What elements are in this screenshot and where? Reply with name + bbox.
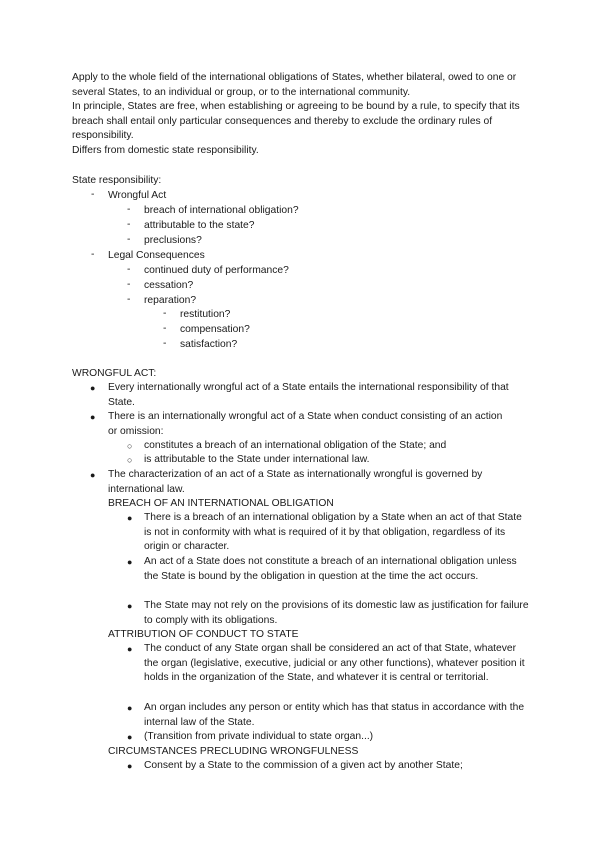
outline-title: State responsibility: [72,175,162,186]
bullet-icon: ● [127,601,133,611]
bullet-text: Consent by a State to the commission of a given act by another State; [144,760,463,771]
dash-marker: - [91,189,95,200]
outline-item: breach of international obligation? [144,205,299,216]
bullet-icon: ● [90,383,96,393]
circle-bullet-icon: ○ [127,441,133,451]
bullet-text: Every internationally wrongful act of a State entails the international responsibility of that State. [108,382,509,408]
bullet-text: There is an internationally wrongful act of a State when conduct consisting of an action or omission: [108,411,503,437]
outline-item: compensation? [180,324,250,335]
outline-legal-consequences: Legal Consequences [108,250,205,261]
intro-paragraph-3: Differs from domestic state responsibility. [72,144,259,156]
outline-item: attributable to the state? [144,220,255,231]
dash-marker: - [127,294,131,305]
intro-section [72,71,534,159]
dash-marker: - [127,219,131,230]
outline-item: restitution? [180,309,231,320]
bullet-icon: ● [90,470,96,480]
dash-marker: - [163,323,167,334]
outline-item: preclusions? [144,235,202,246]
bullet-icon: ● [127,732,133,742]
outline-wrongful-act: Wrongful Act [108,190,167,201]
outline-item: satisfaction? [180,339,238,350]
subsection-heading-attribution: ATTRIBUTION OF CONDUCT TO STATE [108,629,299,640]
bullet-text: (Transition from private individual to state organ...) [144,731,374,742]
bullet-icon: ● [127,644,133,654]
bullet-text: An act of a State does not constitute a breach of an international obligation unless the State is bound by the obligation in question at the time the act occurs. [144,556,517,582]
bullet-icon: ● [127,703,133,713]
outline-item: cessation? [144,280,194,291]
dash-marker: - [127,234,131,245]
bullet-text: The conduct of any State organ shall be considered an act of that State, whatever the organ (legislative, executive, judicial or any other functions), whatever position it holds in the organization of the State, and whatever it is central or territorial. [144,643,525,684]
subsection-heading-circumstances: CIRCUMSTANCES PRECLUDING WRONGFULNESS [108,746,359,757]
dash-marker: - [91,249,95,260]
bullet-text: There is a breach of an international obligation by a State when an act of that State is not in conformity with what is required of it by that obligation, regardless of its origin or character. [144,512,522,553]
intro-paragraph-1: Apply to the whole field of the international obligations of States, whether bilateral, owed to one or several States, to an individual or group, or to the international community. [72,72,517,98]
bullet-text: An organ includes any person or entity which has that status in accordance with the internal law of the State. [144,702,525,728]
outline-item: reparation? [144,295,197,306]
outline-item: continued duty of performance? [144,265,289,276]
dash-marker: - [127,279,131,290]
bullet-text: The State may not rely on the provisions of its domestic law as justification for failure to comply with its obligations. [144,600,529,626]
bullet-icon: ● [127,761,133,771]
dash-marker: - [127,204,131,215]
subsection-heading-breach: BREACH OF AN INTERNATIONAL OBLIGATION [108,498,334,509]
section-heading: WRONGFUL ACT: [72,368,157,379]
bullet-icon: ● [127,513,133,523]
bullet-icon: ● [127,557,133,567]
dash-marker: - [163,308,167,319]
sub-bullet-text: is attributable to the State under international law. [144,454,370,465]
intro-paragraph-2: In principle, States are free, when establishing or agreeing to be bound by a rule, to specify that its breach shall entail only particular consequences and thereby to exclude the ordinary rules of responsibility. [72,101,520,142]
dash-marker: - [127,264,131,275]
sub-bullet-text: constitutes a breach of an international obligation of the State; and [144,440,447,451]
bullet-text: The characterization of an act of a State as internationally wrongful is governed by international law. [108,469,483,495]
circle-bullet-icon: ○ [127,455,133,465]
dash-marker: - [163,338,167,349]
bullet-icon: ● [90,412,96,422]
